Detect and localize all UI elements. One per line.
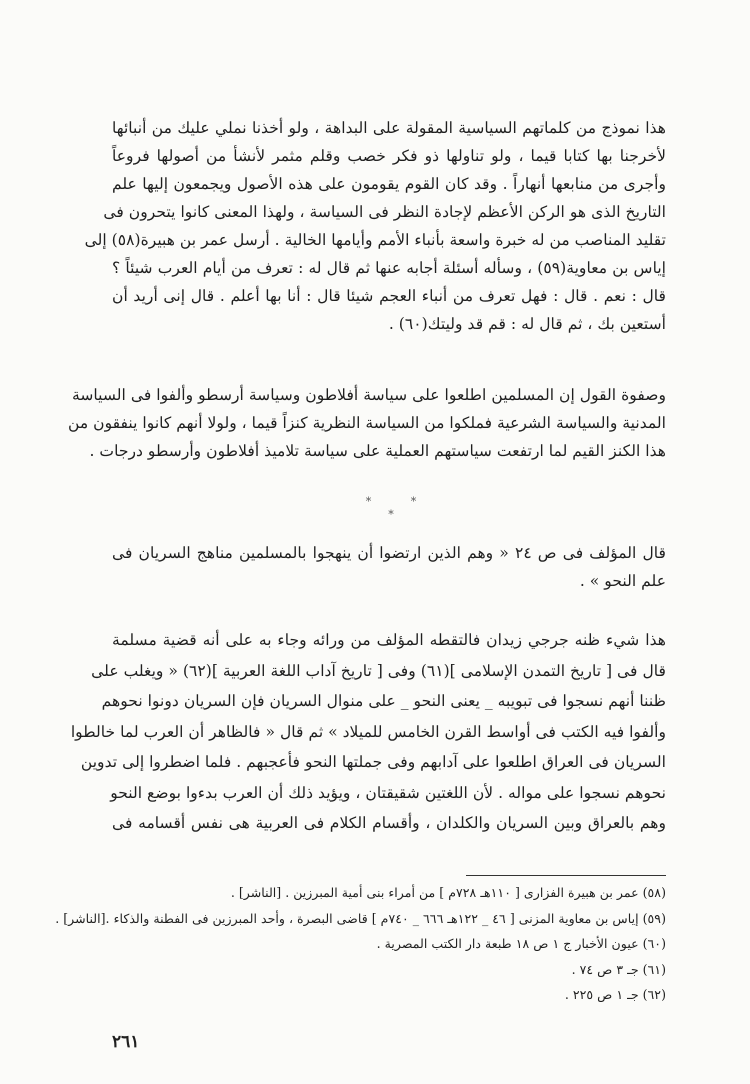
text-line: أستعين بك ، ثم قال له : قم قد وليتك(٦٠) .	[388, 315, 666, 333]
text-line: التاريخ الذى هو الركن الأعظم لإجادة النظر فى السياسة ، ولهذا المعنى كانوا يتحرون فى	[103, 203, 666, 221]
text-line: وألفوا فيه الكتب فى أواسط القرن الخامس للميلاد » ثم قال « فالظاهر أن العرب لما خالطوا	[70, 722, 666, 741]
footnote: (٥٩) إياس بن معاوية المزنى [ ٤٦ _ ١٢٢هـ ٦٦٦ _ ٧٤٠م ] قاضى البصرة ، وأحد المبرزين فى الفطنة والذكاء .[الناشر] .	[55, 910, 666, 926]
text-line: هذا شيء ظنه جرجي زيدان فالتقطه المؤلف من ورائه وجاء به على أنه قضية مسلمة	[112, 631, 666, 649]
footnote: (٦١) جـ ٣ ص ٧٤ .	[571, 961, 666, 977]
text-line: إياس بن معاوية(٥٩) ، وسأله أسئلة أجابه عنها ثم قال له : تعرف من أيام العرب شيئاً ؟	[112, 259, 666, 277]
text-line: ظننا أنهم نسجوا فى تبويبه _ يعنى النحو _ على منوال السريان فإن السريان دونوا نحوهم	[101, 692, 666, 710]
text-line: تقليد المناصب من له خبرة واسعة بأنباء الأمم وأيامها الخالية . أرسل عمر بن هبيرة(٥٨) إلى	[84, 231, 666, 249]
paragraph-3	[112, 539, 666, 595]
paragraph-1	[84, 114, 666, 338]
text-line: قال المؤلف فى ص ٢٤ « وهم الذين ارتضوا أن ينهجوا بالمسلمين مناهج السريان فى	[112, 544, 666, 562]
paragraph-4	[70, 625, 666, 839]
footnote: (٥٨) عمر بن هبيرة الفزارى [ ١١٠هـ ٧٢٨م ] من أمراء بنى أمية المبرزين . [الناشر] .	[230, 885, 666, 900]
text-line: قال : نعم . قال : فهل تعرف من أنباء العجم شيئا قال : أنا بها أعلم . قال إنى أريد أن	[112, 287, 666, 305]
text-line: وأجرى من منابعها أنهاراً . وقد كان القوم يقومون على هذه الأصول ويجمعون إليها علم	[112, 175, 666, 193]
text-line: هذا الكنز القيم لما ارتفعت سياستهم العملية على سياسة تلاميذ أفلاطون وأرسطو درجات .	[89, 442, 666, 460]
text-line: لأخرجنا بها كتابا قيما ، ولو تناولها ذو فكر خصب وقلم مثمر لأنشأ من أصولها فروعاً	[112, 147, 666, 165]
text-line: وهم بالعراق وبين السريان والكلدان ، وأقسام الكلام فى العربية هى نفس أقسامه فى	[112, 814, 666, 832]
paragraph-2	[67, 381, 666, 465]
footnote: (٦٠) عيون الأخبار ج ١ ص ١٨ طبعة دار الكتب المصرية .	[376, 936, 666, 951]
footnote-rule	[466, 875, 666, 876]
text-line: وصفوة القول إن المسلمين اطلعوا على سياسة أفلاطون وسياسة أرسطو وألفوا فى السياسة	[72, 386, 666, 404]
text-line: السريان فى العراق اطلعوا على آدابهم وفى جملتها النحو فأعجبهم . فلما اضطروا إلى تدوين	[80, 753, 666, 771]
text-line: علم النحو » .	[579, 572, 666, 590]
text-line: المدنية والسياسة الشرعية فملكوا من السياسة النظرية كنزاً قيما ، ولولا أنهم كانوا ينفقون من	[67, 414, 666, 432]
section-separator: * * *	[365, 495, 435, 521]
page-number: ٢٦١	[112, 1032, 140, 1052]
footnote: (٦٢) جـ ١ ص ٢٢٥ .	[564, 987, 666, 1002]
text-line: هذا نموذج من كلماتهم السياسية المقولة على البداهة ، ولو أخذنا نملي عليك من أنبائها	[112, 119, 666, 137]
footnotes	[55, 880, 666, 1008]
text-line: قال فى [ تاريخ التمدن الإسلامى ](٦١) وفى [ تاريخ آداب اللغة العربية ](٦٢) « ويغلب على	[91, 661, 666, 680]
text-line: نحوهم نسجوا على مواله . لأن اللغتين شقيقتان ، ويؤيد ذلك أن العرب بدءوا بوضع النحو	[110, 783, 666, 802]
